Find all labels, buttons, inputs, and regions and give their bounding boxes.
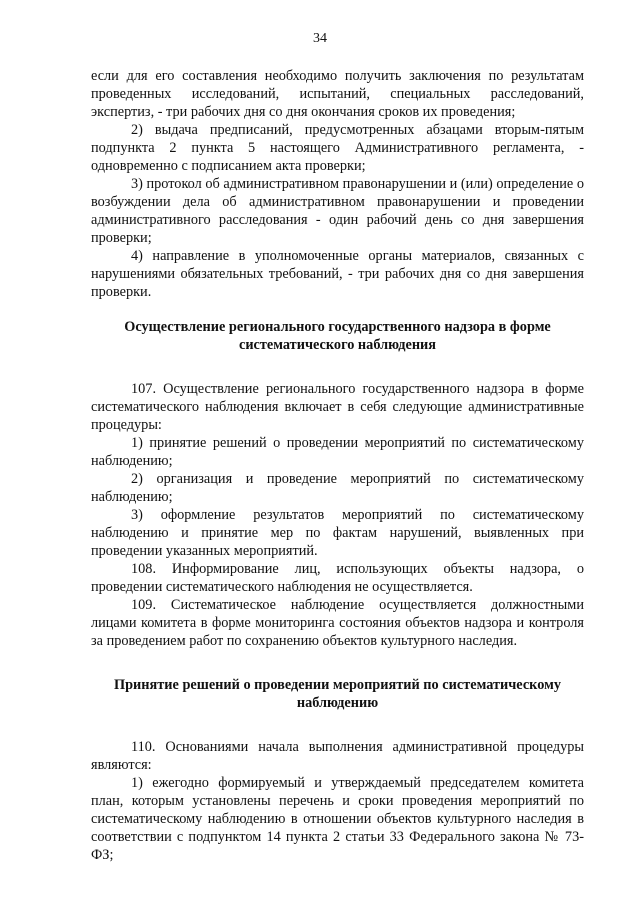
paragraph: 3) оформление результатов мероприятий по систематическому наблюдению и принятие мер по фактам нарушений, выявленных при проведении указанных мероприятий. xyxy=(91,507,584,559)
section-heading: Осуществление регионального государственного надзора в форме систематического наблюдения xyxy=(124,319,551,353)
paragraph: 1) принятие решений о проведении мероприятий по систематическому наблюдению; xyxy=(91,435,584,469)
page-number: 34 xyxy=(313,31,327,46)
paragraph: 4) направление в уполномоченные органы материалов, связанных с нарушениями обязательных требований, - три рабочих дня со дня завершения проверки. xyxy=(91,248,584,300)
paragraph: 109. Систематическое наблюдение осуществляется должностными лицами комитета в форме мониторинга состояния объектов надзора и контроля за проведением работ по сохранению объектов культурного наследия. xyxy=(91,597,584,649)
section-heading: Принятие решений о проведении мероприятий по систематическому наблюдению xyxy=(113,677,561,711)
document-body xyxy=(91,67,584,864)
paragraph: 1) ежегодно формируемый и утверждаемый председателем комитета план, которым установлены перечень и сроки проведения мероприятий по систематическому наблюдению в отношении объектов культурного наследия в соответствии с подпунктом 14 пункта 2 статьи 33 Федерального закона № 73-ФЗ; xyxy=(91,775,584,863)
paragraph: 2) организация и проведение мероприятий по систематическому наблюдению; xyxy=(91,471,584,505)
paragraph: если для его составления необходимо получить заключения по результатам проведенных исследований, испытаний, специальных расследований, экспертиз, - три рабочих дня со дня окончания сроков их проведения; xyxy=(91,68,584,120)
paragraph: 2) выдача предписаний, предусмотренных абзацами вторым-пятым подпункта 2 пункта 5 настоящего Административного регламента, - одновременно с подписанием акта проверки; xyxy=(91,122,584,174)
paragraph: 107. Осуществление регионального государственного надзора в форме систематического наблюдения включает в себя следующие административные процедуры: xyxy=(91,381,584,433)
paragraph: 108. Информирование лиц, использующих объекты надзора, о проведении систематического наблюдения не осуществляется. xyxy=(91,561,584,595)
paragraph: 110. Основаниями начала выполнения административной процедуры являются: xyxy=(91,739,584,773)
paragraph: 3) протокол об административном правонарушении и (или) определение о возбуждении дела об административном правонарушении и проведении административного расследования - один рабочий день со дня завершения проверки; xyxy=(91,176,584,246)
